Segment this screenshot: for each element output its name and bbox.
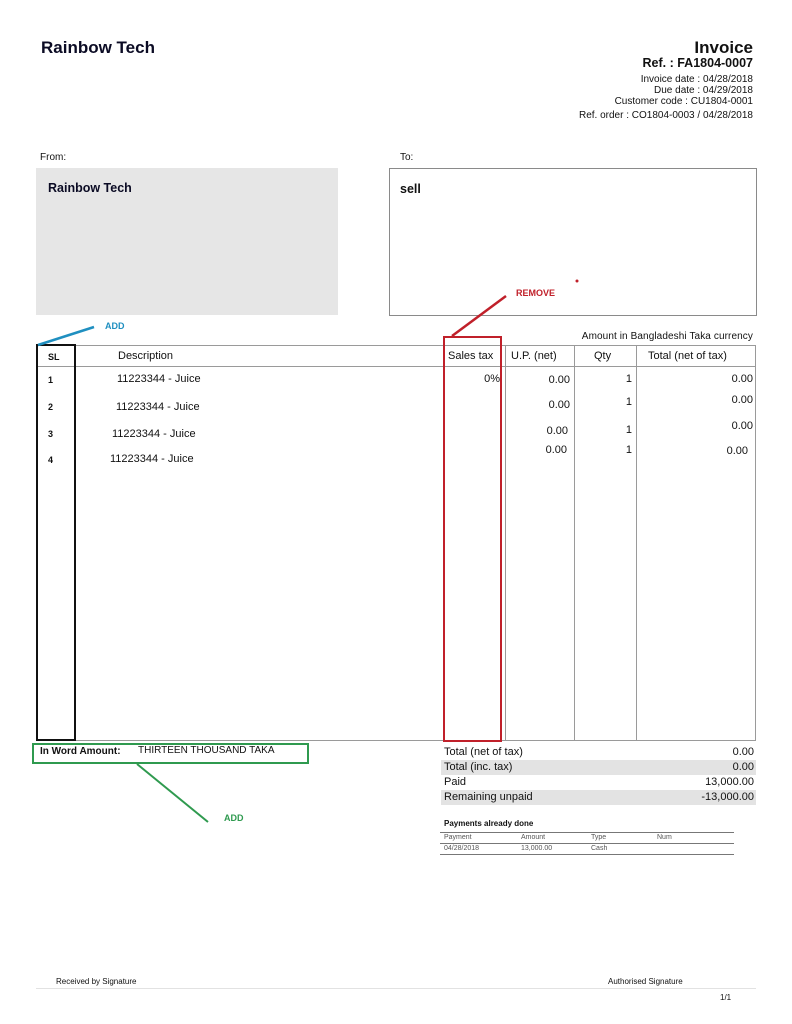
row-3-total: 0.00: [731, 420, 753, 432]
paid-value: 13,000.00: [705, 776, 754, 788]
row-1-sales-tax: 0%: [484, 373, 500, 385]
currency-note: Amount in Bangladeshi Taka currency: [581, 331, 753, 342]
add-annotation-bottom: ADD: [224, 813, 244, 823]
footer-divider: [36, 988, 756, 989]
payments-col-amount: Amount: [521, 834, 546, 841]
paid-row: [441, 775, 756, 790]
row-1-total: 0.00: [731, 373, 753, 385]
from-label: From:: [40, 152, 67, 163]
due-date: Due date : 04/29/2018: [654, 85, 753, 96]
payment-type: Cash: [591, 845, 608, 852]
row-2-total: 0.00: [731, 394, 753, 406]
row-3-description: 11223344 - Juice: [112, 428, 196, 440]
customer-code: Customer code : CU1804-0001: [614, 96, 753, 107]
row-3-sl: 3: [48, 429, 54, 439]
to-label: To:: [400, 152, 414, 163]
row-1-description: 11223344 - Juice: [117, 373, 201, 385]
payments-title: Payments already done: [444, 819, 534, 828]
payment-date: 04/28/2018: [444, 845, 480, 852]
total-inc-tax-label: Total (inc. tax): [444, 761, 513, 773]
total-net-value: 0.00: [732, 746, 754, 758]
col-header-unit-price: U.P. (net): [511, 350, 557, 362]
invoice-date: Invoice date : 04/28/2018: [640, 74, 753, 85]
row-2-qty: 1: [625, 396, 632, 408]
page-number: 1/1: [720, 993, 732, 1002]
red-dot-mark: [576, 280, 579, 283]
row-4-sl: 4: [48, 455, 54, 465]
authorised-signature-label: Authorised Signature: [608, 977, 683, 986]
payments-col-num: Num: [657, 834, 672, 841]
add-top-pointer-line: [38, 327, 94, 345]
payments-header-row: [440, 832, 734, 844]
row-2-unit-price: 0.00: [548, 399, 570, 411]
payments-col-payment: Payment: [444, 834, 472, 841]
payment-amount: 13,000.00: [521, 845, 553, 852]
total-inc-tax-value: 0.00: [732, 761, 754, 773]
col-header-total: Total (net of tax): [648, 350, 727, 362]
col-header-qty: Qty: [594, 350, 612, 362]
received-signature-label: Received by Signature: [56, 977, 137, 986]
paid-label: Paid: [444, 776, 467, 788]
row-4-qty: 1: [625, 444, 632, 456]
company-name: Rainbow Tech: [41, 38, 155, 57]
row-4-unit-price: 0.00: [545, 444, 567, 456]
remove-annotation: REMOVE: [516, 288, 556, 298]
row-1-unit-price: 0.00: [548, 374, 570, 386]
row-1-qty: 1: [625, 373, 632, 385]
add-bottom-pointer-line: [137, 764, 208, 822]
invoice-ref: Ref. : FA1804-0007: [642, 56, 753, 70]
ref-order: Ref. order : CO1804-0003 / 04/28/2018: [578, 110, 753, 121]
total-net-row: [441, 745, 756, 760]
to-name: sell: [400, 182, 421, 196]
remaining-unpaid-row: [441, 790, 756, 805]
col-header-description: Description: [118, 350, 174, 362]
in-word-amount-label: In Word Amount:: [40, 746, 121, 757]
row-1-sl: 1: [48, 375, 54, 385]
col-header-sl: SL: [48, 352, 60, 362]
row-3-unit-price: 0.00: [546, 425, 568, 437]
from-name: Rainbow Tech: [48, 181, 132, 195]
payments-col-type: Type: [591, 834, 607, 841]
row-3-qty: 1: [625, 424, 632, 436]
total-inc-tax-row: [441, 760, 756, 775]
row-4-total: 0.00: [726, 445, 748, 457]
row-4-description: 11223344 - Juice: [110, 453, 194, 465]
in-word-amount-value: THIRTEEN THOUSAND TAKA: [138, 745, 275, 756]
add-annotation-top: ADD: [105, 321, 125, 331]
col-header-sales-tax: Sales tax: [448, 350, 494, 362]
payments-row: [440, 844, 734, 855]
remaining-unpaid-value: -13,000.00: [701, 791, 754, 803]
remaining-unpaid-label: Remaining unpaid: [444, 791, 533, 803]
total-net-label: Total (net of tax): [444, 746, 523, 758]
remove-pointer-line: [452, 296, 506, 336]
row-2-description: 11223344 - Juice: [116, 401, 200, 413]
document-title: Invoice: [694, 38, 753, 57]
row-2-sl: 2: [48, 402, 54, 412]
payments-table: [440, 832, 734, 855]
